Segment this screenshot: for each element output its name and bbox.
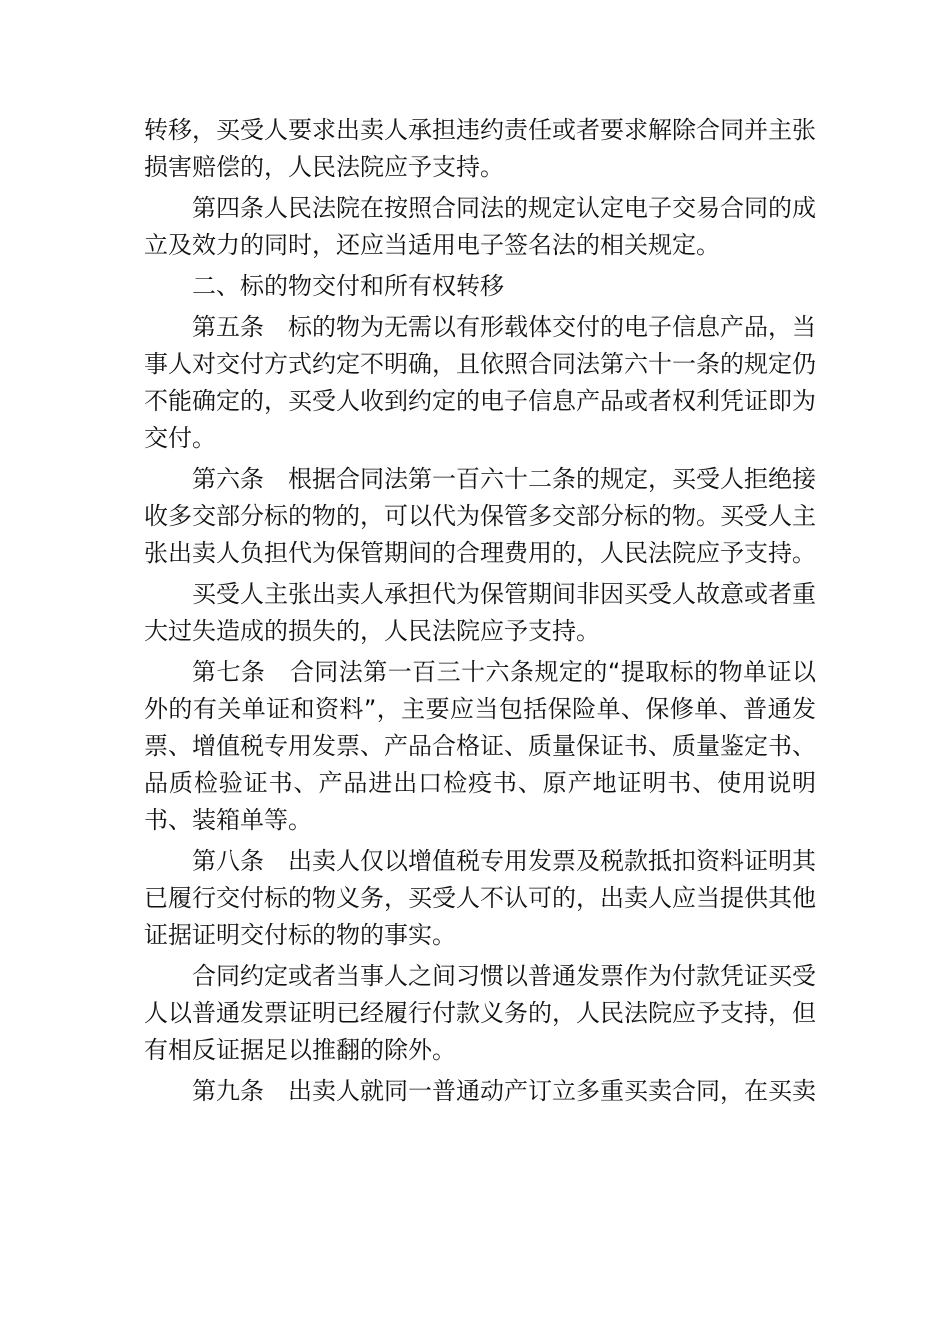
section-heading-delivery: 二、标的物交付和所有权转移	[192, 272, 504, 300]
paragraph-article-9: 第九条 出卖人就同一普通动产订立多重买卖合同，在买卖	[192, 1077, 816, 1105]
paragraph-article-4: 第四条人民法院在按照合同法的规定认定电子交易合同的成立及效力的同时，还应当适用电子签名法的相关规定。	[144, 194, 816, 259]
paragraph-continuation: 转移，买受人要求出卖人承担违约责任或者要求解除合同并主张损害赔偿的，人民法院应予支持。	[144, 116, 816, 181]
paragraph-article-6-clause-2: 买受人主张出卖人承担代为保管期间非因买受人故意或者重大过失造成的损失的，人民法院应予支持。	[144, 580, 816, 645]
paragraph-article-8: 第八条 出卖人仅以增值税专用发票及税款抵扣资料证明其已履行交付标的物义务，买受人不认可的，出卖人应当提供其他证据证明交付标的物的事实。	[144, 847, 816, 949]
paragraph-article-6: 第六条 根据合同法第一百六十二条的规定，买受人拒绝接收多交部分标的物的，可以代为保管多交部分标的物。买受人主张出卖人负担代为保管期间的合理费用的，人民法院应予支持。	[144, 465, 816, 567]
document-page	[144, 112, 816, 1114]
paragraph-article-8-clause-2: 合同约定或者当事人之间习惯以普通发票作为付款凭证买受人以普通发票证明已经履行付款义务的，人民法院应予支持，但有相反证据足以推翻的除外。	[144, 962, 816, 1064]
paragraph-article-5: 第五条 标的物为无需以有形载体交付的电子信息产品，当事人对交付方式约定不明确，且依照合同法第六十一条的规定仍不能确定的，买受人收到约定的电子信息产品或者权利凭证即为交付。	[144, 313, 816, 452]
paragraph-article-7: 第七条 合同法第一百三十六条规定的“提取标的物单证以外的有关单证和资料”，主要应当包括保险单、保修单、普通发票、增值税专用发票、产品合格证、质量保证书、质量鉴定书、品质检验证书、产品进出口检疫书、原产地证明书、使用说明书、装箱单等。	[144, 658, 816, 834]
